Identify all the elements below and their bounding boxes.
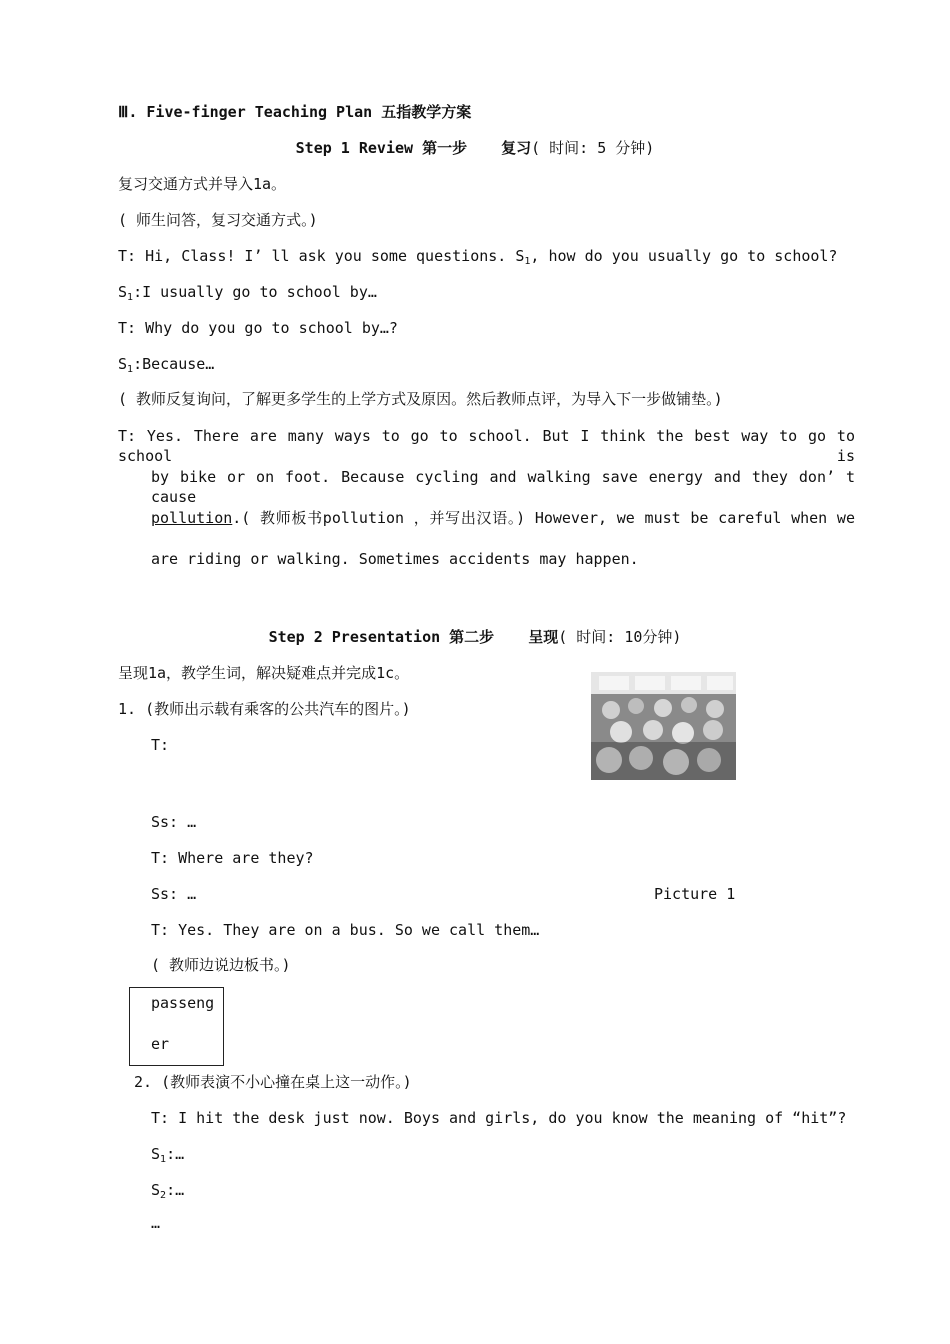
section-title: Ⅲ. Five-finger Teaching Plan 五指教学方案 xyxy=(118,103,472,121)
step2-student2-line xyxy=(151,1180,184,1200)
step2-intro: 呈现1a，教学生词，解决疑难点并完成1c。 xyxy=(118,664,410,682)
paragraph-line-3 xyxy=(151,508,855,530)
step2-item1: 1. (教师出示载有乘客的公共汽车的图片。) xyxy=(118,700,411,718)
paragraph-line-2: by bike or on foot. Because cycling and walking save energy and they don’ t cause xyxy=(151,468,855,506)
step2-ellipsis: … xyxy=(151,1214,161,1232)
dialog-text: :Because… xyxy=(133,355,215,373)
subscript: 1 xyxy=(160,1154,167,1165)
picture-caption: Picture 1 xyxy=(654,885,736,903)
subscript: 1 xyxy=(524,256,531,267)
step1-heading-en: Step 1 Review 第一步 xyxy=(295,139,468,157)
step2-teacher-line4: T: I hit the desk just now. Boys and girls, do you know the meaning of “hit”? xyxy=(151,1109,847,1127)
step1-teacher-line1 xyxy=(118,246,837,266)
step2-note: ( 教师边说边板书。) xyxy=(151,956,291,974)
step1-note1: ( 师生问答，复习交通方式。) xyxy=(118,211,318,229)
dialog-text: T: Hi, Class! I’ ll ask you some questions. S xyxy=(118,247,525,265)
step2-teacher-line1: T: xyxy=(151,736,170,754)
paragraph-text: .( 教师板书pollution ，并写出汉语。) However, we must be careful when we xyxy=(232,509,855,527)
step1-student-line2 xyxy=(118,354,214,374)
step1-heading-cn: 复习 xyxy=(501,139,532,157)
step1-student-line1 xyxy=(118,282,377,302)
step1-note2: ( 教师反复询问，了解更多学生的上学方式及原因。然后教师点评，为导入下一步做铺垫。) xyxy=(118,390,723,408)
dialog-text: :… xyxy=(166,1181,185,1199)
step2-teacher-line3: T: Yes. They are on a bus. So we call them… xyxy=(151,921,540,939)
step2-heading-time: ( 时间: 10分钟) xyxy=(558,628,682,646)
step2-heading-cn: 呈现 xyxy=(528,628,559,646)
step1-heading-time: ( 时间: 5 分钟) xyxy=(531,139,655,157)
speaker: S xyxy=(118,355,128,373)
step2-students-line1: Ss: … xyxy=(151,813,197,831)
subscript: 2 xyxy=(160,1190,167,1201)
step2-heading xyxy=(0,627,950,647)
paragraph-line-1: T: Yes. There are many ways to go to school. But I think the best way to go to school is xyxy=(118,427,855,465)
step1-intro: 复习交通方式并导入1a。 xyxy=(118,175,287,193)
step2-student1-line xyxy=(151,1144,184,1164)
subscript: 1 xyxy=(127,292,134,303)
board-word-line2: er xyxy=(151,1035,170,1053)
paragraph-line-4: are riding or walking. Sometimes accidents may happen. xyxy=(151,550,639,568)
step1-heading xyxy=(0,138,950,158)
dialog-text: :I usually go to school by… xyxy=(133,283,377,301)
step2-students-line2: Ss: … xyxy=(151,885,197,903)
step2-teacher-line2: T: Where are they? xyxy=(151,849,314,867)
step2-item2: 2. (教师表演不小心撞在桌上这一动作。) xyxy=(134,1073,412,1091)
speaker: S xyxy=(118,283,128,301)
board-word-box xyxy=(129,987,224,1066)
step2-heading-en: Step 2 Presentation 第二步 xyxy=(268,628,495,646)
board-word-line1: passeng xyxy=(151,994,215,1012)
photo-graphic xyxy=(591,672,736,780)
subscript: 1 xyxy=(127,364,134,375)
speaker: S xyxy=(151,1181,161,1199)
underlined-word: pollution xyxy=(151,509,233,527)
step1-teacher-line2: T: Why do you go to school by…? xyxy=(118,319,398,337)
speaker: S xyxy=(151,1145,161,1163)
dialog-text: , how do you usually go to school? xyxy=(530,247,838,265)
dialog-text: :… xyxy=(166,1145,185,1163)
bus-passengers-photo xyxy=(591,672,736,780)
